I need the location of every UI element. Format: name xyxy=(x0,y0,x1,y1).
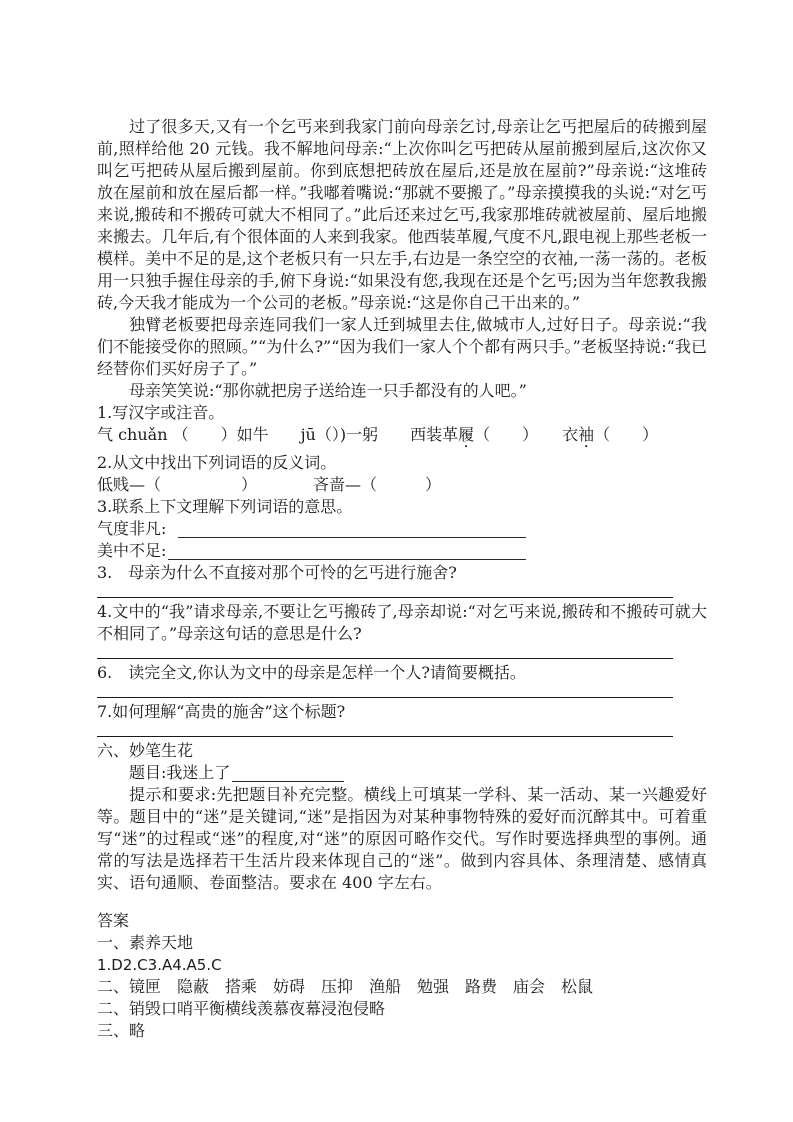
q2-label: 2.从文中找出下列词语的反义词。 xyxy=(97,453,337,472)
essay-topic-blank-underline xyxy=(232,765,344,782)
answer-key-title: 答案 xyxy=(97,911,130,930)
question-3: 3. 母亲为什么不直接对那个可怜的乞丐进行施舍? xyxy=(97,563,457,582)
answer-rule xyxy=(97,736,673,737)
answer-key-choices: 1.D2.C3.A4.A5.C xyxy=(97,956,222,974)
q1-part-3: （ ） xyxy=(594,425,659,444)
q1-emphasized-char-xiu: 袖 xyxy=(578,425,595,444)
answer-rule xyxy=(97,697,673,698)
q3-item-2 xyxy=(97,540,707,562)
q1-part-2: （ ） 衣 xyxy=(474,425,579,444)
section-6-title: 六、妙笔生花 xyxy=(97,741,194,760)
essay-topic-label: 题目:我迷上了 xyxy=(129,763,231,782)
answer-key-section-1: 一、素养天地 xyxy=(97,933,194,952)
answer-blank-underline xyxy=(178,521,526,538)
answer-key-section-2: 二、镜匣 隐蔽 搭乘 妨碍 压抑 渔船 勉强 路费 庙会 松鼠 xyxy=(97,977,594,996)
answer-rule xyxy=(97,597,673,598)
answer-blank-underline xyxy=(168,543,526,560)
q3-item-2-term: 美中不足: xyxy=(97,541,167,560)
q1-part-1: 气 chuǎn （ ）如牛 jū（）)一躬 西装革 xyxy=(97,425,459,444)
q2-items: 低贱—（ ） 吝啬—（ ） xyxy=(97,475,442,494)
question-7: 7.如何理解“高贵的施舍”这个标题? xyxy=(97,702,346,721)
essay-hint-paragraph: 提示和要求:先把题目补充完整。横线上可填某一学科、某一活动、某一兴趣爱好等。题目中的“迷”是关键词,“迷”是指因为对某种事物特殊的爱好而沉醉其中。可着重写“迷”的过程或“迷”的程度,对“迷”的原因可略作交代。写作时要选择典型的事例。通常的写法是选择若干生活片段来体现自己的“迷”。做到内容具体、条理清楚、感情真实、语句通顺、卷面整洁。要求在 400 字左右。 xyxy=(97,785,707,892)
q1-label: 1.写汉字或注音。 xyxy=(97,403,225,422)
story-paragraph-3: 母亲笑笑说:“那你就把房子送给连一只手都没有的人吧。” xyxy=(129,381,527,400)
answer-key-section-3: 三、略 xyxy=(97,1021,146,1040)
q3-item-1-term: 气度非凡: xyxy=(97,519,167,538)
q3-label: 3.联系上下文理解下列词语的意思。 xyxy=(97,497,353,516)
answer-rule xyxy=(97,658,673,659)
essay-topic-line xyxy=(97,762,707,784)
story-paragraph-1: 过了很多天,又有一个乞丐来到我家门前向母亲乞讨,母亲让乞丐把屋后的砖搬到屋前,照样给他 20 元钱。我不解地问母亲:“上次你叫乞丐把砖从屋前搬到屋后,这次你又叫乞丐把砖从屋后搬到屋前。你到底想把砖放在屋后,还是放在屋前?”母亲说:“这堆砖放在屋前和放在屋后都一样。”我嘟着嘴说:“那就不要搬了。”母亲摸摸我的头说:“对乞丐来说,搬砖和不搬砖可就大不相同了。”此后还来过乞丐,我家那堆砖就被屋前、屋后地搬来搬去。几年后,有个很体面的人来到我家。他西装革履,气度不凡,跟电视上那些老板一模样。美中不足的是,这个老板只有一只左手,右边是一条空空的衣袖,一荡一荡的。老板用一只独手握住母亲的手,俯下身说:“如果没有您,我现在还是个乞丐;因为当年您教我搬砖,今天我才能成为一个公司的老板。”母亲说:“这是你自己干出来的。” xyxy=(97,117,707,312)
answer-key-section-2b: 二、销毁口哨平衡横线羡慕夜幕浸泡侵略 xyxy=(97,999,386,1018)
story-paragraph-2: 独臂老板要把母亲连同我们一家人迁到城里去住,做城市人,过好日子。母亲说:“我们不能接受你的照顾。”“为什么?”“因为我们一家人个个都有两只手。”老板坚持说:“我已经替你们买好房子了。” xyxy=(97,315,707,378)
q1-items xyxy=(97,424,707,446)
question-6: 6. 读完全文,你认为文中的母亲是怎样一个人?请简要概括。 xyxy=(97,663,526,682)
q3-item-1 xyxy=(97,518,707,540)
question-4: 4.文中的“我”请求母亲,不要让乞丐搬砖了,母亲却说:“对乞丐来说,搬砖和不搬砖可就大不相同了。”母亲这句话的意思是什么? xyxy=(97,602,707,643)
q1-emphasized-char-lu: 履 xyxy=(458,425,475,444)
